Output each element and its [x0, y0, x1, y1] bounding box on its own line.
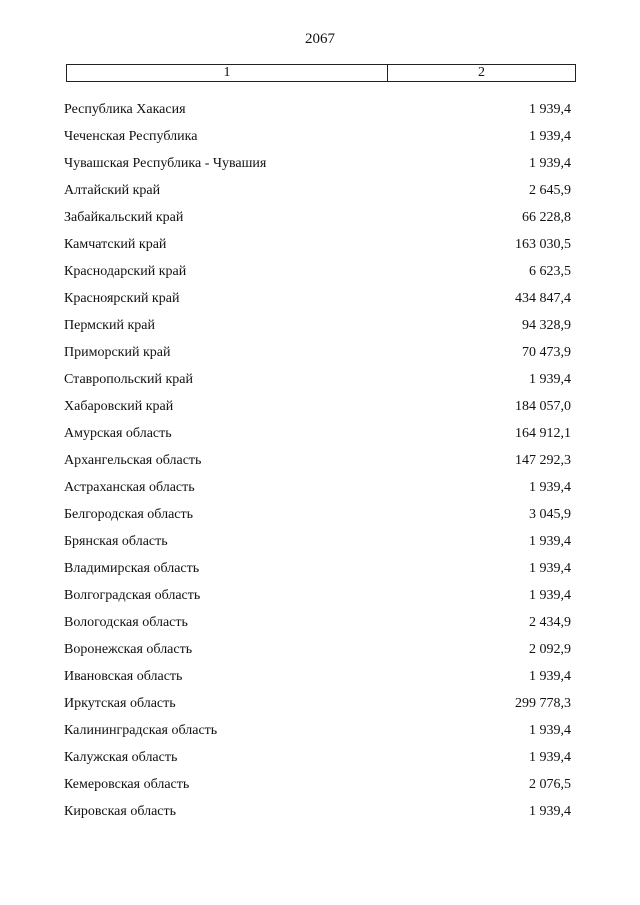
page-number: 2067 — [305, 31, 335, 47]
region-name: Владимирская область — [64, 561, 200, 576]
region-value: 66 228,8 — [522, 210, 571, 225]
region-name: Белгородская область — [64, 507, 194, 522]
table-row — [0, 181, 640, 208]
region-name: Иркутская область — [64, 696, 176, 711]
table-row — [0, 802, 640, 829]
region-value: 6 623,5 — [529, 264, 571, 279]
table-row — [0, 316, 640, 343]
region-value: 2 092,9 — [529, 642, 571, 657]
region-value: 1 939,4 — [529, 723, 571, 738]
table-body — [0, 100, 640, 829]
region-name: Калининградская область — [64, 723, 218, 738]
region-name: Волгоградская область — [64, 588, 201, 603]
table-row — [0, 748, 640, 775]
table-row — [0, 559, 640, 586]
region-value: 1 939,4 — [529, 750, 571, 765]
region-value: 163 030,5 — [515, 237, 571, 252]
region-value: 1 939,4 — [529, 561, 571, 576]
region-name: Приморский край — [64, 345, 171, 360]
region-value: 147 292,3 — [515, 453, 571, 468]
region-name: Ивановская область — [64, 669, 183, 684]
table-row — [0, 397, 640, 424]
region-name: Алтайский край — [64, 183, 161, 198]
region-name: Амурская область — [64, 426, 172, 441]
region-value: 434 847,4 — [515, 291, 571, 306]
region-value: 1 939,4 — [529, 588, 571, 603]
table-row — [0, 343, 640, 370]
table-row — [0, 694, 640, 721]
table-row — [0, 613, 640, 640]
region-name: Калужская область — [64, 750, 178, 765]
region-name: Ставропольский край — [64, 372, 193, 387]
table-row — [0, 532, 640, 559]
region-name: Брянская область — [64, 534, 168, 549]
table-row — [0, 208, 640, 235]
region-name: Камчатский край — [64, 237, 167, 252]
table-row — [0, 451, 640, 478]
region-name: Забайкальский край — [64, 210, 184, 225]
table-row — [0, 505, 640, 532]
region-value: 2 434,9 — [529, 615, 571, 630]
table-header-col2: 2 — [478, 65, 485, 80]
region-name: Чеченская Республика — [64, 129, 198, 144]
region-value: 2 076,5 — [529, 777, 571, 792]
region-value: 164 912,1 — [515, 426, 571, 441]
region-name: Архангельская область — [64, 453, 202, 468]
region-name: Красноярский край — [64, 291, 180, 306]
region-value: 1 939,4 — [529, 129, 571, 144]
region-value: 1 939,4 — [529, 156, 571, 171]
region-name: Астраханская область — [64, 480, 195, 495]
table-header-col1: 1 — [67, 65, 388, 81]
region-value: 1 939,4 — [529, 102, 571, 117]
table-row — [0, 424, 640, 451]
region-name: Хабаровский край — [64, 399, 174, 414]
table-row — [0, 721, 640, 748]
region-value: 3 045,9 — [529, 507, 571, 522]
table-header — [66, 64, 576, 82]
table-row — [0, 667, 640, 694]
region-value: 1 939,4 — [529, 534, 571, 549]
region-value: 94 328,9 — [522, 318, 571, 333]
region-name: Вологодская область — [64, 615, 188, 630]
region-value: 70 473,9 — [522, 345, 571, 360]
region-value: 184 057,0 — [515, 399, 571, 414]
region-name: Чувашская Республика - Чувашия — [64, 156, 267, 171]
table-row — [0, 100, 640, 127]
table-row — [0, 586, 640, 613]
region-value: 1 939,4 — [529, 372, 571, 387]
region-name: Кемеровская область — [64, 777, 190, 792]
table-row — [0, 775, 640, 802]
region-value: 299 778,3 — [515, 696, 571, 711]
table-row — [0, 127, 640, 154]
table-row — [0, 289, 640, 316]
region-name: Краснодарский край — [64, 264, 187, 279]
region-name: Пермский край — [64, 318, 155, 333]
region-value: 1 939,4 — [529, 804, 571, 819]
region-name: Кировская область — [64, 804, 177, 819]
table-row — [0, 235, 640, 262]
region-value: 1 939,4 — [529, 669, 571, 684]
region-value: 1 939,4 — [529, 480, 571, 495]
table-row — [0, 154, 640, 181]
table-row — [0, 478, 640, 505]
region-name: Республика Хакасия — [64, 102, 186, 117]
region-name: Воронежская область — [64, 642, 193, 657]
table-row — [0, 640, 640, 667]
table-row — [0, 370, 640, 397]
table-row — [0, 262, 640, 289]
region-value: 2 645,9 — [529, 183, 571, 198]
